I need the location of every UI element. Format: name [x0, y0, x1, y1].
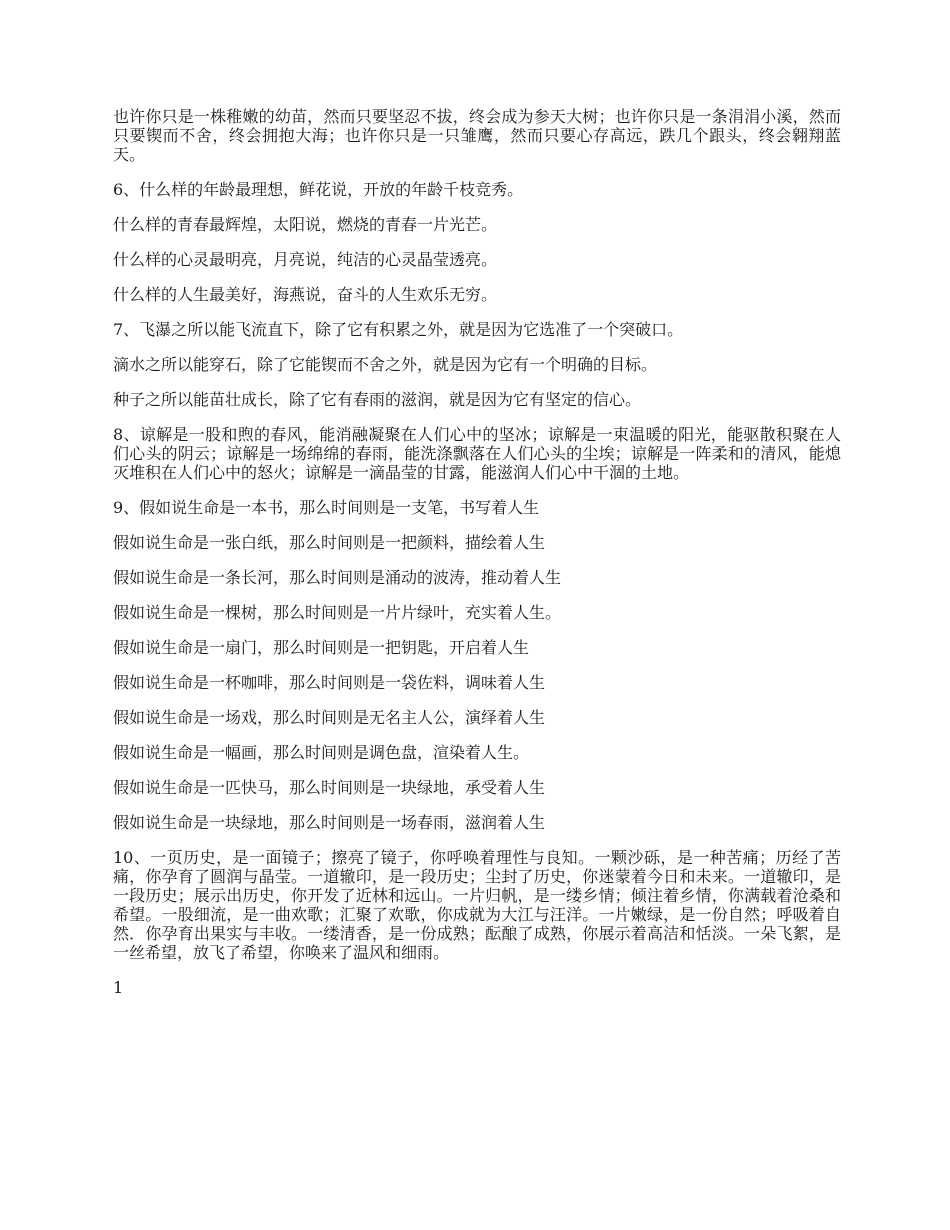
paragraph-9-line-10: 假如说生命是一块绿地，那么时间则是一场春雨，滋润着人生	[113, 813, 546, 832]
paragraph-7-line-3: 种子之所以能苗壮成长，除了它有春雨的滋润，就是因为它有坚定的信心。	[113, 390, 642, 409]
paragraph-6-line-4: 什么样的人生最美好，海燕说，奋斗的人生欢乐无穷。	[113, 285, 498, 304]
paragraph-8: 8、谅解是一股和煦的春风，能消融凝聚在人们心中的坚冰；谅解是一束温暖的阳光，能驱散积聚在人们心头的阴云；谅解是一场绵绵的春雨，能洗涤飘落在人们心头的尘埃；谅解是一阵柔和的清风，能熄灭堆积在人们心中的怒火；谅解是一滴晶莹的甘露，能滋润人们心中干涸的土地。	[113, 425, 841, 482]
paragraph-9-line-7: 假如说生命是一场戏，那么时间则是无名主人公，演绎着人生	[113, 708, 546, 727]
paragraph-6-line-2: 什么样的青春最辉煌，太阳说，燃烧的青春一片光芒。	[113, 215, 498, 234]
paragraph-7: 7、飞瀑之所以能飞流直下，除了它有积累之外，就是因为它选准了一个突破口。	[113, 320, 684, 339]
paragraph-10: 10、一页历史，是一面镜子；擦亮了镜子，你呼唤着理性与良知。一颗沙砾，是一种苦痛；历经了苦痛，你孕育了圆润与晶莹。一道辙印，是一段历史；尘封了历史，你迷蒙着今日和未来。一道辙印，是一段历史；展示出历史，你开发了近林和远山。一片归帆，是一缕乡情；倾注着乡情，你满载着沧桑和希望。一股细流，是一曲欢歌；汇聚了欢歌，你成就为大江与汪洋。一片嫩绿，是一份自然；呼吸着自然．你孕育出果实与丰收。一缕清香，是一份成熟；酝酿了成熟，你展示着高洁和恬淡。一朵飞絮，是一丝希望，放飞了希望，你唤来了温风和细雨。	[113, 848, 841, 962]
paragraph-intro: 也许你只是一株稚嫩的幼苗，然而只要坚忍不拔，终会成为参天大树；也许你只是一条涓涓小溪，然而只要锲而不舍，终会拥抱大海；也许你只是一只雏鹰，然而只要心存高远，跌几个跟头，终会翱翔蓝天。	[113, 107, 841, 164]
paragraph-9-line-4: 假如说生命是一棵树，那么时间则是一片片绿叶，充实着人生。	[113, 603, 562, 622]
paragraph-9-line-5: 假如说生命是一扇门，那么时间则是一把钥匙，开启着人生	[113, 638, 530, 657]
paragraph-9-line-6: 假如说生命是一杯咖啡，那么时间则是一袋佐料，调味着人生	[113, 673, 546, 692]
paragraph-9-line-3: 假如说生命是一条长河，那么时间则是涌动的波涛，推动着人生	[113, 568, 562, 587]
paragraph-9: 9、假如说生命是一本书，那么时间则是一支笔，书写着人生	[113, 498, 540, 517]
document-page	[113, 107, 841, 997]
paragraph-7-line-2: 滴水之所以能穿石，除了它能锲而不舍之外，就是因为它有一个明确的目标。	[113, 355, 658, 374]
page-number: 1	[113, 978, 124, 997]
paragraph-6: 6、什么样的年龄最理想，鲜花说，开放的年龄千枝竞秀。	[113, 180, 524, 199]
paragraph-9-line-9: 假如说生命是一匹快马，那么时间则是一块绿地，承受着人生	[113, 778, 546, 797]
paragraph-9-line-2: 假如说生命是一张白纸，那么时间则是一把颜料，描绘着人生	[113, 533, 546, 552]
paragraph-6-line-3: 什么样的心灵最明亮，月亮说，纯洁的心灵晶莹透亮。	[113, 250, 498, 269]
paragraph-9-line-8: 假如说生命是一幅画，那么时间则是调色盘，渲染着人生。	[113, 743, 530, 762]
